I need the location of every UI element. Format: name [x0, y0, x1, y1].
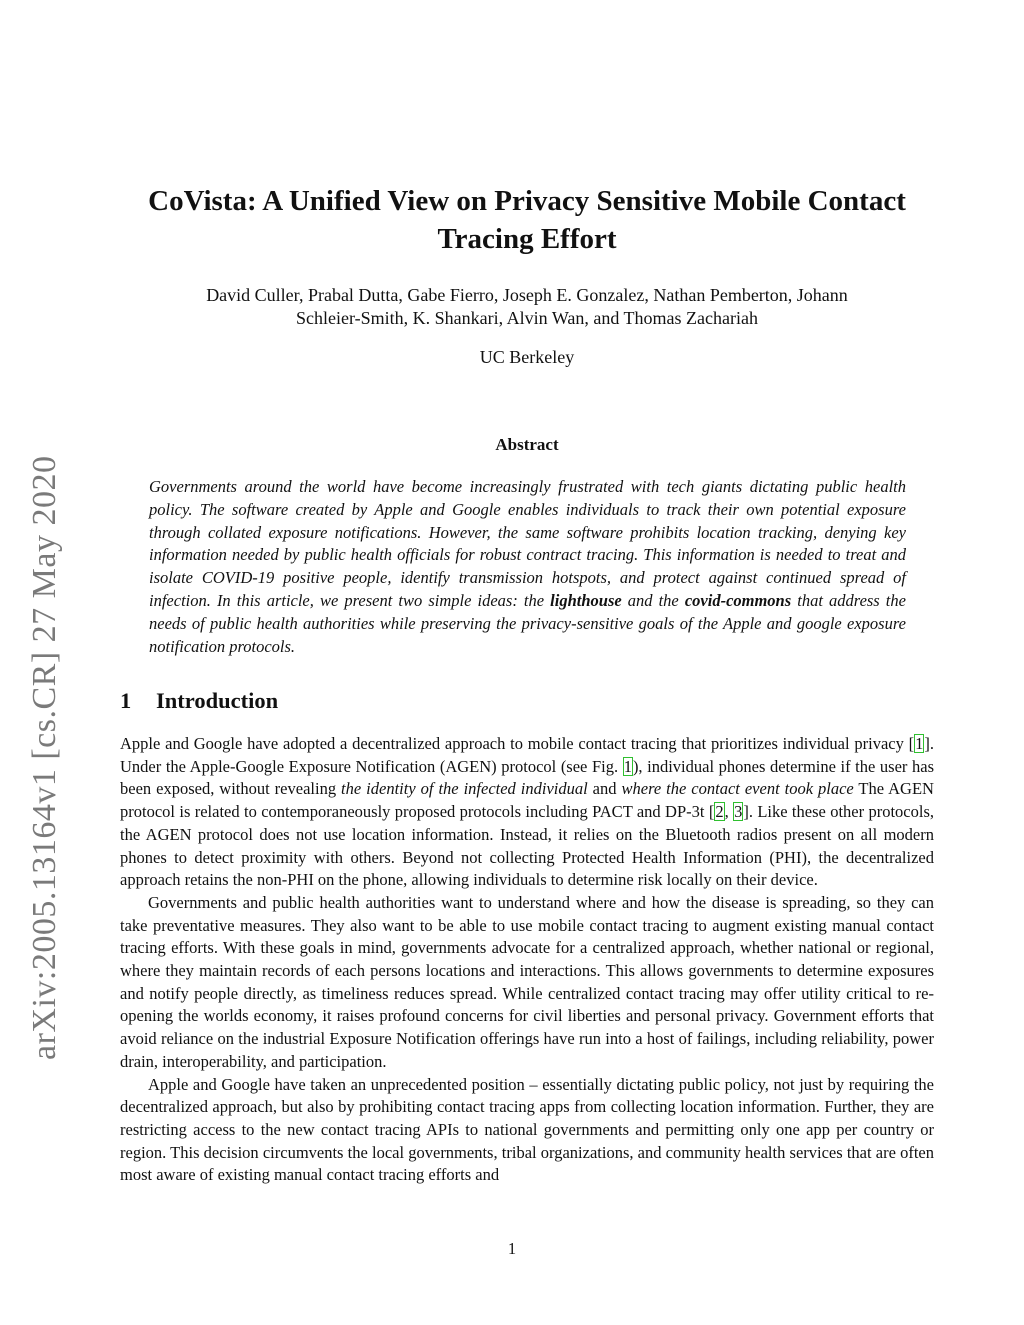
intro-paragraph-3: Apple and Google have taken an unprecedented position – essentially dictating public policy, not just by requiring the decentralized approach, but also by prohibiting contact tracing apps from collecting location information. Further, they are restricting access to the new contact tracing APIs to national governments and permitting only one app per country or region. This decision circumvents the local governments, tribal organizations, and community health services that are often most aware of existing manual contact tracing efforts and — [120, 1074, 934, 1185]
abstract-body — [149, 476, 906, 658]
page-number: 1 — [507, 1239, 517, 1258]
abstract-text: and the — [621, 590, 685, 610]
paragraph-text: Apple and Google have adopted a decentralized approach to mobile contact tracing that prioritizes individual privacy [ — [120, 734, 915, 753]
author-list-line-2: Schleier-Smith, K. Shankari, Alvin Wan, and Thomas Zachariah — [296, 308, 758, 328]
citation-separator: , — [724, 802, 734, 822]
section-number: 1 — [120, 688, 132, 713]
arxiv-identifier-stamp: arXiv:2005.13164v1 [cs.CR] 27 May 2020 — [26, 455, 63, 1060]
emphasis-identity: the identity of the infected individual — [341, 779, 588, 799]
section-heading-introduction — [120, 686, 934, 716]
citation-link-3[interactable]: 3 — [734, 802, 743, 822]
citation-link-2[interactable]: 2 — [715, 802, 724, 822]
citation-link-1[interactable]: 1 — [915, 734, 924, 753]
paragraph-text: ]. Under the Apple-Google Exposure Notification (AGEN) protocol (see Fig. — [120, 734, 934, 776]
paragraph-text: and — [587, 779, 622, 799]
paragraph-text: ]. Like these other protocols, the AGEN protocol does not use location information. Instead, it relies on the Bluetooth radios present on all modern phones to detect proximity with others. Beyond not collecting Protected Health Information (PHI), the decentralized approach retains the non-PHI on the phone, allowing individuals to determine risk locally on their device. — [120, 802, 935, 890]
abstract-text: that address the needs of public health authorities while preserving the privacy-sensitive goals of the Apple and google exposure notification protocols. — [149, 590, 906, 656]
intro-paragraph-2: Governments and public health authorities want to understand where and how the disease is spreading, so they can take preventative measures. They also want to be able to use mobile contact tracing to augment existing manual contact tracing efforts. With these goals in mind, governments advocate for a centralized approach, whether national or regional, where they maintain records of each persons locations and interactions. This allows governments to determine exposures and notify people directly, as timeliness reduces spread. While centralized contact tracing may offer utility critical to re-opening the worlds economy, it raises profound concerns for civil liberties and personal privacy. Government efforts that avoid reliance on the industrial Exposure Notification offerings have run into a host of failings, including reliability, power drain, interoperability, and participation. — [120, 892, 934, 1071]
introduction-body — [120, 733, 934, 1187]
figure-link-1[interactable]: 1 — [623, 756, 632, 776]
paragraph-text: ), individual phones determine if the user has been exposed, without revealing — [120, 756, 934, 799]
paper-title-line-1: CoVista: A Unified View on Privacy Sensitive Mobile Contact — [148, 185, 906, 217]
section-title: Introduction — [156, 688, 279, 713]
paper-title — [100, 182, 954, 258]
abstract-term-lighthouse: lighthouse — [550, 590, 622, 610]
emphasis-location: where the contact event took place — [621, 779, 854, 799]
affiliation: UC Berkeley — [479, 347, 575, 367]
abstract-heading: Abstract — [495, 435, 559, 454]
paper-title-line-2: Tracing Effort — [437, 223, 617, 255]
abstract-term-covid-commons: covid-commons — [684, 590, 792, 610]
abstract-text: Governments around the world have become increasingly frustrated with tech giants dictating public health policy. The software created by Apple and Google enables individuals to track their own potential exposure through collated exposure notifications. However, the same software prohibits location tracking, denying key information needed by public health officials for robust contract tracing. This information is needed to treat and isolate COVID-19 positive people, identify transmission hotspots, and protect against continued spread of infection. In this article, we present two simple ideas: the — [149, 477, 906, 610]
intro-paragraph-1 — [120, 733, 934, 892]
author-list — [120, 284, 934, 330]
author-list-line-1: David Culler, Prabal Dutta, Gabe Fierro, Joseph E. Gonzalez, Nathan Pemberton, Johann — [206, 285, 848, 305]
paragraph-text: The AGEN protocol is related to contemporaneously proposed protocols including PACT and DP-3t [ — [120, 779, 934, 822]
